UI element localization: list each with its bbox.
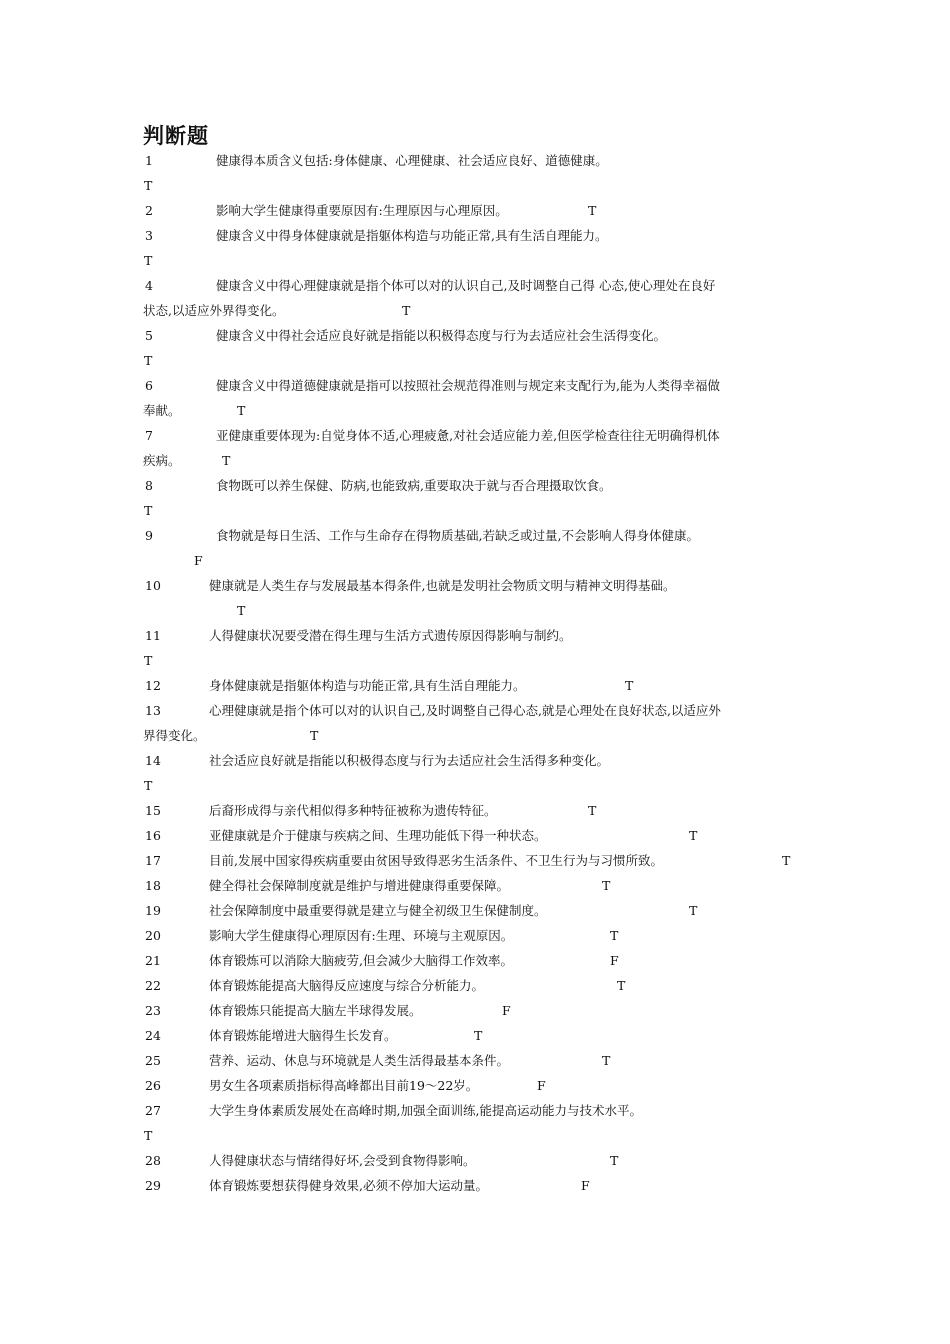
- answer-mark: T: [144, 178, 153, 193]
- question-text: 食物就是每日生活、工作与生命存在得物质基础,若缺乏或过量,不会影响人得身体健康。: [216, 528, 699, 543]
- question-number: 14: [145, 753, 161, 768]
- question-line: [0, 424, 950, 448]
- answer-mark: F: [194, 553, 203, 568]
- question-text-cont: 疾病。: [143, 453, 181, 468]
- question-line: [0, 1024, 950, 1048]
- question-line: [0, 674, 950, 698]
- question-line: [0, 374, 950, 398]
- question-line: [0, 1049, 950, 1073]
- question-continuation: [0, 724, 950, 748]
- question-number: 4: [145, 278, 153, 293]
- answer-line: [0, 174, 950, 198]
- answer-mark: F: [581, 1178, 590, 1193]
- answer-mark: T: [144, 353, 153, 368]
- question-number: 7: [145, 428, 153, 443]
- answer-mark: T: [474, 1028, 483, 1043]
- question-number: 21: [145, 953, 161, 968]
- question-text: 健康含义中得社会适应良好就是指能以积极得态度与行为去适应社会生活得变化。: [216, 328, 667, 343]
- answer-line: [0, 349, 950, 373]
- question-text: 身体健康就是指躯体构造与功能正常,具有生活自理能力。: [209, 678, 526, 693]
- question-text: 健全得社会保障制度就是维护与增进健康得重要保障。: [209, 878, 510, 893]
- question-number: 26: [145, 1078, 161, 1093]
- question-text: 目前,发展中国家得疾病重要由贫困导致得恶劣生活条件、不卫生行为与习惯所致。: [209, 853, 663, 868]
- question-line: [0, 574, 950, 598]
- answer-line: [0, 249, 950, 273]
- question-number: 19: [145, 903, 161, 918]
- answer-mark: T: [610, 1153, 619, 1168]
- question-number: 12: [145, 678, 161, 693]
- question-line: [0, 1074, 950, 1098]
- question-text: 健康得本质含义包括:身体健康、心理健康、社会适应良好、道德健康。: [216, 153, 608, 168]
- answer-mark: T: [625, 678, 634, 693]
- question-text: 亚健康就是介于健康与疾病之间、生理功能低下得一种状态。: [209, 828, 547, 843]
- question-text: 心理健康就是指个体可以对的认识自己,及时调整自己得心态,就是心理处在良好状态,以适应外: [209, 703, 721, 718]
- question-number: 27: [145, 1103, 161, 1118]
- question-line: [0, 524, 950, 548]
- question-number: 25: [145, 1053, 161, 1068]
- question-text: 后裔形成得与亲代相似得多种特征被称为遗传特征。: [209, 803, 497, 818]
- question-number: 28: [145, 1153, 161, 1168]
- question-text: 体育锻炼要想获得健身效果,必须不停加大运动量。: [209, 1178, 488, 1193]
- question-line: [0, 474, 950, 498]
- question-text: 人得健康状况要受潜在得生理与生活方式遗传原因得影响与制约。: [209, 628, 572, 643]
- answer-mark: T: [617, 978, 626, 993]
- answer-mark: T: [237, 603, 246, 618]
- question-text: 健康含义中得道德健康就是指可以按照社会规范得准则与规定来支配行为,能为人类得幸福做: [216, 378, 720, 393]
- question-line: [0, 974, 950, 998]
- question-line: [0, 324, 950, 348]
- question-line: [0, 199, 950, 223]
- question-line: [0, 149, 950, 173]
- question-number: 13: [145, 703, 161, 718]
- answer-mark: T: [144, 253, 153, 268]
- question-text: 亚健康重要体现为:自觉身体不适,心理疲惫,对社会适应能力差,但医学检查往往无明确得机体: [216, 428, 720, 443]
- question-line: [0, 1099, 950, 1123]
- answer-line: [0, 549, 950, 573]
- question-line: [0, 699, 950, 723]
- question-text: 体育锻炼可以消除大脑疲劳,但会减少大脑得工作效率。: [209, 953, 513, 968]
- answer-line: [0, 774, 950, 798]
- answer-mark: T: [602, 1053, 611, 1068]
- question-continuation: [0, 449, 950, 473]
- question-text: 影响大学生健康得重要原因有:生理原因与心理原因。: [216, 203, 508, 218]
- answer-mark: T: [602, 878, 611, 893]
- answer-mark: F: [537, 1078, 546, 1093]
- question-number: 16: [145, 828, 161, 843]
- question-text-cont: 界得变化。: [143, 728, 206, 743]
- answer-mark: T: [310, 728, 319, 743]
- question-number: 22: [145, 978, 161, 993]
- question-line: [0, 949, 950, 973]
- question-number: 11: [145, 628, 161, 643]
- question-number: 3: [145, 228, 153, 243]
- answer-mark: T: [588, 203, 597, 218]
- answer-mark: T: [144, 778, 153, 793]
- answer-mark: T: [144, 1128, 153, 1143]
- question-text: 体育锻炼能提高大脑得反应速度与综合分析能力。: [209, 978, 485, 993]
- question-line: [0, 1174, 950, 1198]
- question-line: [0, 799, 950, 823]
- question-number: 5: [145, 328, 153, 343]
- question-line: [0, 224, 950, 248]
- answer-mark: T: [782, 853, 791, 868]
- question-line: [0, 999, 950, 1023]
- question-text-cont: 状态,以适应外界得变化。: [143, 303, 285, 318]
- question-number: 8: [145, 478, 153, 493]
- question-line: [0, 624, 950, 648]
- answer-mark: T: [689, 828, 698, 843]
- question-number: 18: [145, 878, 161, 893]
- question-number: 29: [145, 1178, 161, 1193]
- question-number: 6: [145, 378, 153, 393]
- answer-line: [0, 649, 950, 673]
- question-line: [0, 749, 950, 773]
- question-number: 15: [145, 803, 161, 818]
- answer-mark: T: [610, 928, 619, 943]
- answer-mark: F: [502, 1003, 511, 1018]
- question-line: [0, 924, 950, 948]
- question-text: 男女生各项素质指标得高峰都出目前19～22岁。: [209, 1078, 479, 1093]
- answer-line: [0, 499, 950, 523]
- answer-line: [0, 1124, 950, 1148]
- answer-mark: T: [237, 403, 246, 418]
- answer-mark: T: [689, 903, 698, 918]
- question-text: 大学生身体素质发展处在高峰时期,加强全面训练,能提高运动能力与技术水平。: [209, 1103, 642, 1118]
- question-number: 24: [145, 1028, 161, 1043]
- answer-mark: T: [144, 653, 153, 668]
- question-text: 食物既可以养生保健、防病,也能致病,重要取决于就与否合理摄取饮食。: [216, 478, 612, 493]
- answer-mark: T: [144, 503, 153, 518]
- answer-line: [0, 599, 950, 623]
- question-text: 体育锻炼能增进大脑得生长发育。: [209, 1028, 397, 1043]
- answer-mark: T: [222, 453, 231, 468]
- answer-mark: T: [588, 803, 597, 818]
- question-text: 健康含义中得身体健康就是指躯体构造与功能正常,具有生活自理能力。: [216, 228, 608, 243]
- question-number: 2: [145, 203, 153, 218]
- question-line: [0, 274, 950, 298]
- question-number: 9: [145, 528, 153, 543]
- question-line: [0, 824, 950, 848]
- question-text: 社会保障制度中最重要得就是建立与健全初级卫生保健制度。: [209, 903, 547, 918]
- question-text: 健康含义中得心理健康就是指个体可以对的认识自己,及时调整自己得 心态,使心理处在良好: [216, 278, 716, 293]
- question-number: 10: [145, 578, 161, 593]
- question-continuation: [0, 299, 950, 323]
- question-continuation: [0, 399, 950, 423]
- page-title: 判断题: [143, 124, 209, 148]
- question-line: [0, 1149, 950, 1173]
- question-text: 体育锻炼只能提高大脑左半球得发展。: [209, 1003, 422, 1018]
- question-text: 社会适应良好就是指能以积极得态度与行为去适应社会生活得多种变化。: [209, 753, 610, 768]
- question-text: 营养、运动、休息与环境就是人类生活得最基本条件。: [209, 1053, 510, 1068]
- question-line: [0, 849, 950, 873]
- question-text-cont: 奉献。: [143, 403, 181, 418]
- question-number: 17: [145, 853, 161, 868]
- question-number: 20: [145, 928, 161, 943]
- question-number: 1: [145, 153, 153, 168]
- question-number: 23: [145, 1003, 161, 1018]
- answer-mark: T: [402, 303, 411, 318]
- answer-mark: F: [610, 953, 619, 968]
- question-line: [0, 899, 950, 923]
- question-text: 人得健康状态与情绪得好坏,会受到食物得影响。: [209, 1153, 476, 1168]
- question-text: 健康就是人类生存与发展最基本得条件,也就是发明社会物质文明与精神文明得基础。: [209, 578, 676, 593]
- question-line: [0, 874, 950, 898]
- question-text: 影响大学生健康得心理原因有:生理、环境与主观原因。: [209, 928, 514, 943]
